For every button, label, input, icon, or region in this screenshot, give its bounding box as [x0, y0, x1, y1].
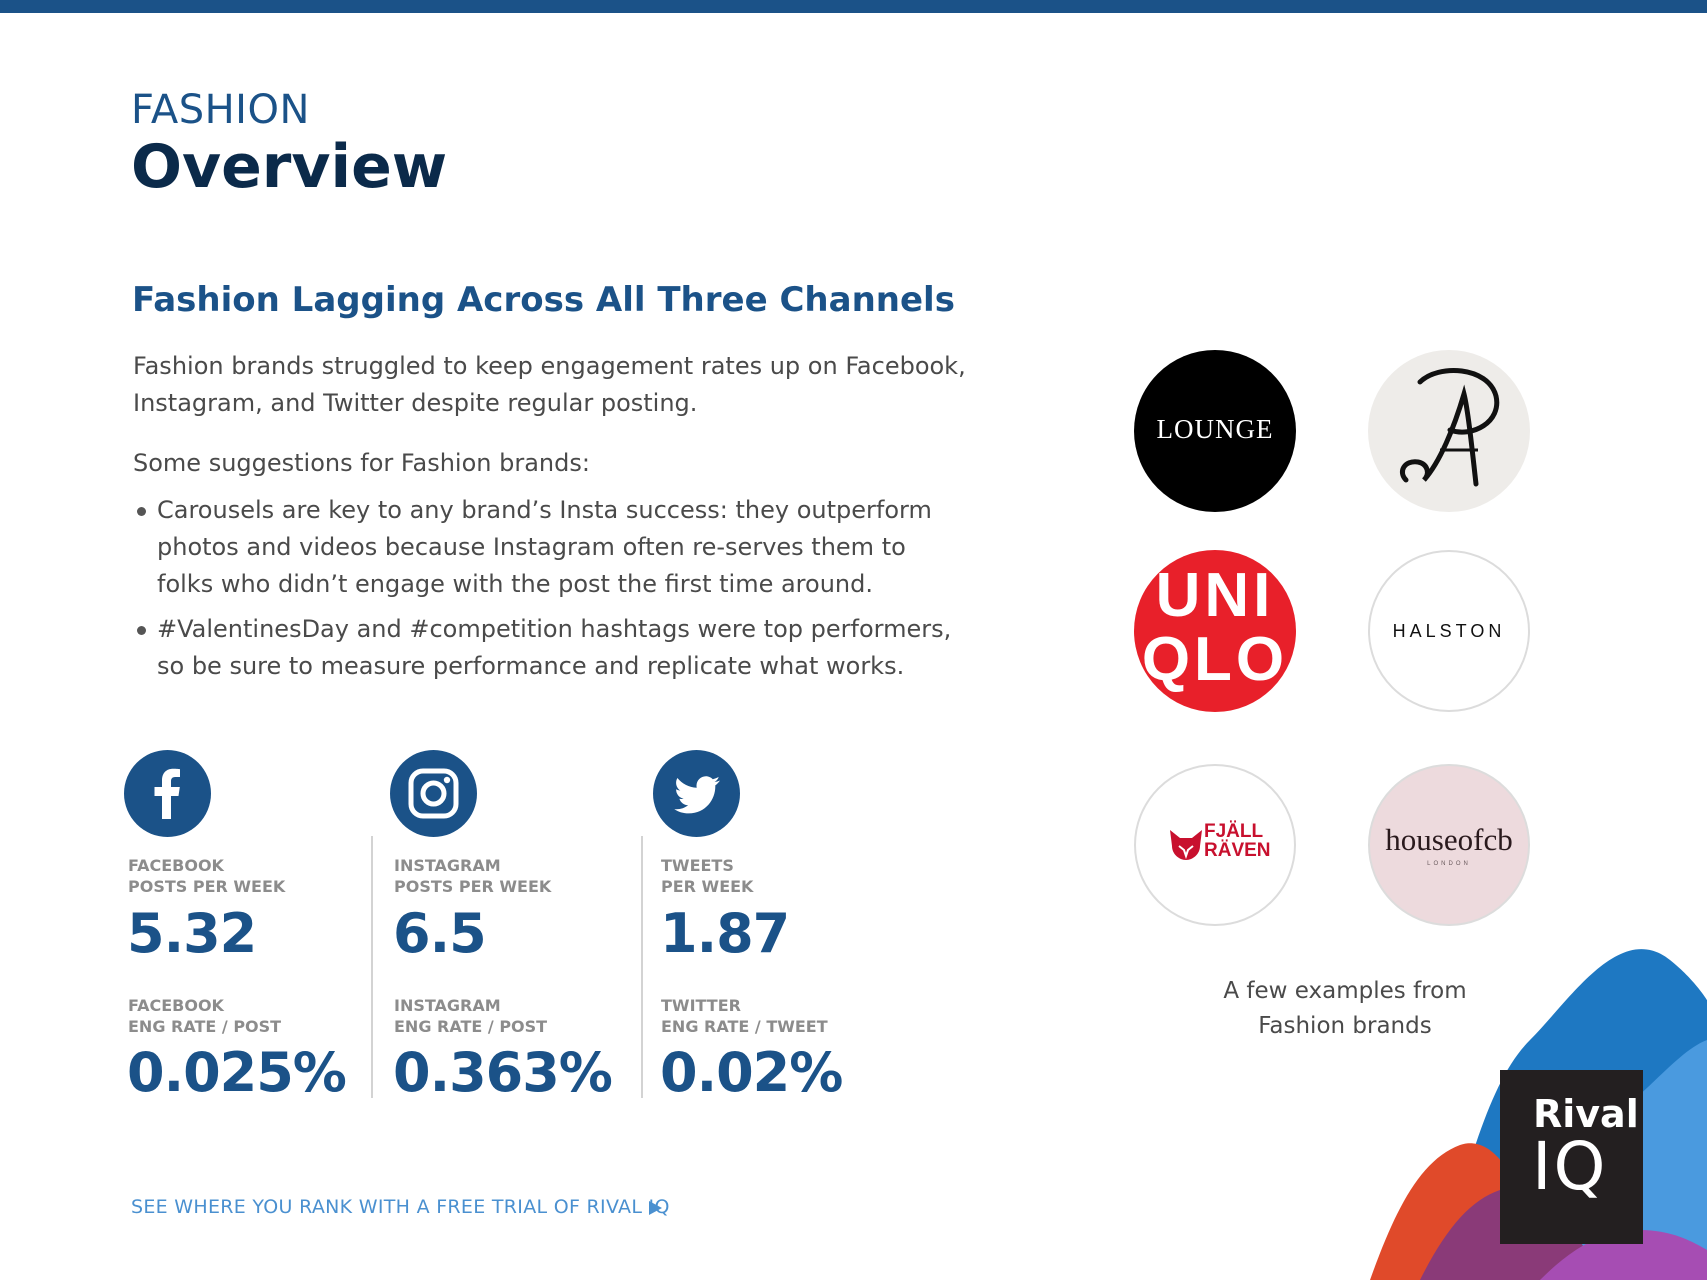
instagram-icon	[390, 750, 477, 837]
section-eyebrow: FASHION	[131, 87, 310, 133]
brand-a-monogram	[1368, 350, 1530, 512]
twitter-posts-value: 1.87	[660, 902, 790, 965]
suggestions-intro: Some suggestions for Fashion brands:	[133, 449, 590, 477]
facebook-posts-value: 5.32	[127, 902, 257, 965]
play-arrow-icon[interactable]	[649, 1201, 662, 1215]
facebook-eng-label: FACEBOOK ENG RATE / POST	[128, 996, 282, 1036]
suggestions-list	[133, 492, 963, 693]
brands-caption: A few examples from Fashion brands	[1223, 978, 1467, 1039]
brand-logo-uniqlo: UNI QLO	[1134, 550, 1296, 712]
suggestion-text: Carousels are key to any brand’s Insta success: they outperform photos and videos because Instagram often re-serves them to folks who didn’t engage with the post the first time around.	[157, 496, 932, 598]
twitter-icon	[653, 750, 740, 837]
facebook-icon	[124, 750, 211, 837]
free-trial-link[interactable]: SEE WHERE YOU RANK WITH A FREE TRIAL OF RIVAL IQ	[131, 1196, 670, 1218]
column-divider	[371, 836, 373, 1098]
bullet-dot	[137, 626, 146, 635]
top-accent-bar	[0, 0, 1707, 13]
facebook-posts-label: FACEBOOK POSTS PER WEEK	[128, 856, 286, 896]
list-item	[133, 611, 963, 685]
rival-iq-logo-text: Rival	[1533, 1092, 1639, 1136]
instagram-eng-label: INSTAGRAM ENG RATE / POST	[394, 996, 548, 1036]
list-item	[133, 492, 963, 603]
twitter-eng-label: TWITTER ENG RATE / TWEET	[661, 996, 828, 1036]
facebook-eng-value: 0.025%	[127, 1041, 346, 1104]
rival-iq-logo-iq: IQ	[1532, 1128, 1608, 1205]
brand-logo-houseofcb: houseofcb LONDON	[1368, 764, 1530, 926]
brand-logo-fjallraven: FJÄLL RÄVEN	[1134, 764, 1296, 926]
summary-headline: Fashion Lagging Across All Three Channels	[132, 280, 955, 320]
twitter-posts-label: TWEETS PER WEEK	[661, 856, 754, 896]
instagram-eng-value: 0.363%	[393, 1041, 612, 1104]
column-divider	[641, 836, 643, 1098]
brand-logo-lounge: LOUNGE	[1134, 350, 1296, 512]
bullet-dot	[137, 507, 146, 516]
twitter-eng-value: 0.02%	[660, 1041, 843, 1104]
fox-icon	[1166, 824, 1206, 864]
page-title: Overview	[131, 132, 448, 202]
brand-logo-halston: HALSTON	[1368, 550, 1530, 712]
brand-logo-a	[1368, 350, 1530, 512]
instagram-posts-value: 6.5	[393, 902, 486, 965]
suggestion-text: #ValentinesDay and #competition hashtags were top performers, so be sure to measure performance and replicate what works.	[157, 615, 952, 680]
instagram-posts-label: INSTAGRAM POSTS PER WEEK	[394, 856, 552, 896]
summary-intro: Fashion brands struggled to keep engagement rates up on Facebook, Instagram, and Twitter despite regular posting.	[133, 352, 966, 417]
